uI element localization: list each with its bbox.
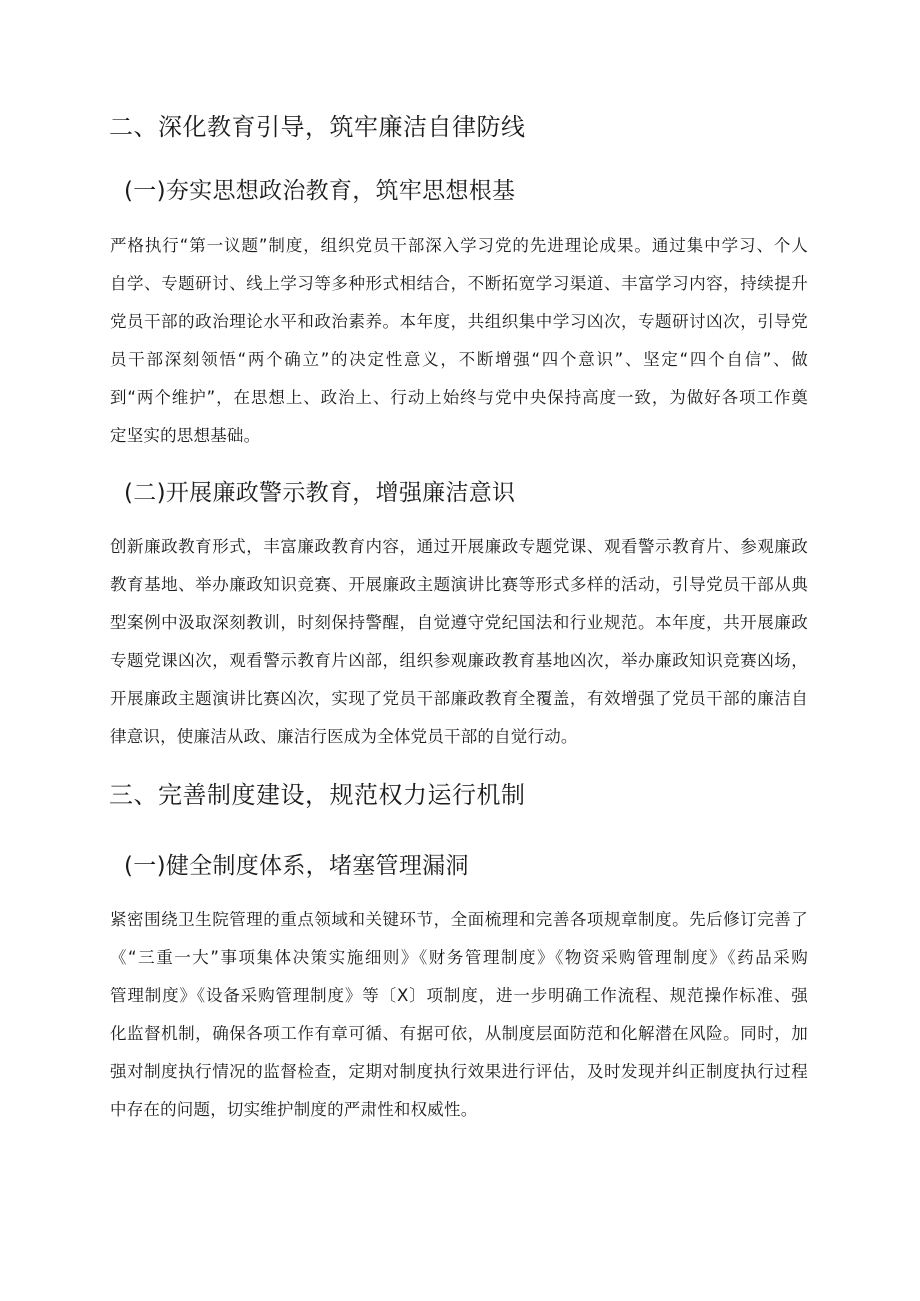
paragraph-line: 到“两个维护”，在思想上、政治上、行动上始终与党中央保持高度一致，为做好各项工作奠 <box>110 388 808 407</box>
paragraph-line: 党员干部的政治理论水平和政治素养。本年度，共组织集中学习凶次，专题研讨凶次，引导党 <box>110 312 808 331</box>
section-heading: 三、完善制度建设，规范权力运行机制 <box>109 781 526 809</box>
paragraph-line: 管理制度》《设备采购管理制度》等〔X〕项制度，进一步明确工作流程、规范操作标准、强 <box>110 986 808 1005</box>
paragraph-line: 自学、专题研讨、线上学习等多种形式相结合，不断拓宽学习渠道、丰富学习内容，持续提升 <box>110 274 808 293</box>
paragraph <box>110 901 808 1129</box>
paragraph-line: 强对制度执行情况的监督检查，定期对制度执行效果进行评估，及时发现并纠正制度执行过程 <box>110 1062 808 1081</box>
paragraph <box>110 227 808 455</box>
paragraph-line: 开展廉政主题演讲比赛凶次，实现了党员干部廉政教育全覆盖，有效增强了党员干部的廉洁自 <box>110 689 808 708</box>
paragraph-line: 员干部深刻领悟“两个确立”的决定性意义，不断增强“四个意识”、坚定“四个自信”、做 <box>110 350 808 369</box>
paragraph-line: 律意识，使廉洁从政、廉洁行医成为全体党员干部的自觉行动。 <box>110 727 578 746</box>
subsection-heading: (一)健全制度体系，堵塞管理漏洞 <box>124 853 469 879</box>
paragraph-line: 专题党课凶次，观看警示教育片凶部，组织参观廉政教育基地凶次，举办廉政知识竞赛凶场， <box>110 651 808 670</box>
paragraph-line: 定坚实的思想基础。 <box>110 426 261 445</box>
paragraph-line: 型案例中汲取深刻教训，时刻保持警醒，自觉遵守党纪国法和行业规范。本年度，共开展廉政 <box>110 613 808 632</box>
paragraph <box>110 528 808 756</box>
paragraph-line: 紧密围绕卫生院管理的重点领域和关键环节，全面梳理和完善各项规章制度。先后修订完善了 <box>110 910 808 929</box>
paragraph-line: 化监督机制，确保各项工作有章可循、有据可依，从制度层面防范和化解潜在风险。同时，加 <box>110 1024 808 1043</box>
paragraph-line: 创新廉政教育形式，丰富廉政教育内容，通过开展廉政专题党课、观看警示教育片、参观廉政 <box>110 537 808 556</box>
subsection-heading: (一)夯实思想政治教育，筑牢思想根基 <box>124 178 516 204</box>
paragraph-line: 《“三重一大”事项集体决策实施细则》《财务管理制度》《物资采购管理制度》《药品采购 <box>110 948 808 967</box>
section-heading: 二、深化教育引导，筑牢廉洁自律防线 <box>109 113 526 141</box>
paragraph-line: 严格执行“第一议题”制度，组织党员干部深入学习党的先进理论成果。通过集中学习、个人 <box>110 236 808 255</box>
paragraph-line: 教育基地、举办廉政知识竞赛、开展廉政主题演讲比赛等形式多样的活动，引导党员干部从典 <box>110 575 808 594</box>
paragraph-line: 中存在的问题，切实维护制度的严肃性和权威性。 <box>110 1100 478 1119</box>
subsection-heading: (二)开展廉政警示教育，增强廉洁意识 <box>124 480 516 506</box>
